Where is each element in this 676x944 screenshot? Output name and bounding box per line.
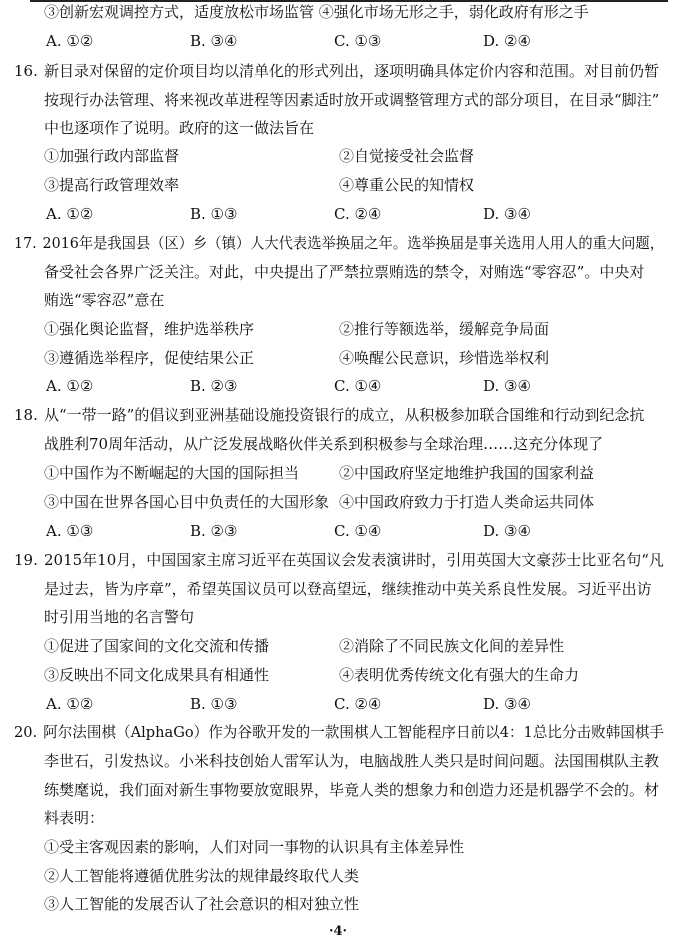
q17-answer-c: C. ①④: [334, 377, 382, 395]
q18-answer-b: B. ②③: [190, 522, 238, 540]
q16-choice-4: ④尊重公民的知情权: [339, 176, 475, 194]
q15-answer-d: D. ②④: [483, 32, 531, 50]
q15-answer-a: A. ①②: [46, 32, 94, 50]
q19-stem-line-3: 时引用当地的名言警句: [44, 608, 195, 626]
q16-stem-line-1: 16. 新目录对保留的定价项目均以清单化的形式列出，逐项明确具体定价内容和范围。对目前仍暂: [14, 62, 660, 80]
q20-item-2: ②人工智能将遵循优胜劣汰的规律最终取代人类: [44, 867, 360, 885]
q18-choice-4: ④中国政府致力于打造人类命运共同体: [339, 493, 595, 511]
q19-choice-1: ①促进了国家间的文化交流和传播: [44, 637, 270, 655]
q18-choice-3: ③中国在世界各国心目中负责任的大国形象: [44, 493, 330, 511]
q17-stem-line-2: 备受社会各界广泛关注。对此，中央提出了严禁拉票贿选的禁令，对贿选“零容忍”。中央对: [44, 263, 645, 281]
q19-answer-c: C. ②④: [334, 695, 382, 713]
q16-answer-c: C. ②④: [334, 205, 382, 223]
q17-choice-3: ③遵循选举程序，促使结果公正: [44, 349, 255, 367]
q16-answer-a: A. ①②: [46, 205, 94, 223]
q17-choice-1: ①强化舆论监督，维护选举秩序: [44, 320, 255, 338]
q16-answer-d: D. ③④: [483, 205, 531, 223]
q18-answer-d: D. ③④: [483, 522, 531, 540]
q19-stem-line-1: 19. 2015年10月，中国国家主席习近平在英国议会发表演讲时，引用英国大文豪莎士比亚名句“凡: [14, 551, 664, 569]
q20-item-1: ①受主客观因素的影响，人们对同一事物的认识具有主体差异性: [44, 838, 465, 856]
q17-answer-d: D. ③④: [483, 377, 531, 395]
q20-number: 20.: [14, 723, 38, 741]
page-number: ·4·: [328, 924, 348, 939]
q18-number: 18.: [14, 406, 38, 424]
q16-choice-3: ③提高行政管理效率: [44, 176, 180, 194]
q15-answer-b: B. ③④: [190, 32, 238, 50]
q17-answer-a: A. ①②: [46, 377, 94, 395]
q19-choice-3: ③反映出不同文化成果具有相通性: [44, 666, 270, 684]
q19-choice-4: ④表明优秀传统文化有强大的生命力: [339, 666, 580, 684]
q18-stem-line-1: 18. 从“一带一路”的倡议到亚洲基础设施投资银行的成立，从积极参加联合国维和行动到纪念抗: [14, 406, 645, 424]
q16-choice-1: ①加强行政内部监督: [44, 147, 180, 165]
q18-choice-1: ①中国作为不断崛起的大国的国际担当: [44, 464, 300, 482]
q16-choice-2: ②自觉接受社会监督: [339, 147, 475, 165]
q15-option-line: ③创新宏观调控方式，适度放松市场监管 ④强化市场无形之手，弱化政府有形之手: [44, 3, 589, 21]
q20-stem-line-4: 料表明：: [44, 809, 105, 827]
q19-choice-2: ②消除了不同民族文化间的差异性: [339, 637, 565, 655]
q19-answer-d: D. ③④: [483, 695, 531, 713]
q19-answer-a: A. ①②: [46, 695, 94, 713]
q20-stem-line-1: 20. 阿尔法围棋（AlphaGo）作为谷歌开发的一款围棋人工智能程序日前以4：1总比分击败韩国棋手: [14, 723, 665, 741]
q17-stem-line-1: 17. 2016年是我国县（区）乡（镇）人大代表选举换届之年。选举换届是事关选用人用人的重大问题，: [14, 234, 664, 252]
q18-answer-c: C. ①④: [334, 522, 382, 540]
q20-stem-line-3: 练樊麾说，我们面对新生事物要放宽眼界，毕竟人类的想象力和创造力还是机器学不会的。材: [44, 781, 660, 799]
q19-number: 19.: [14, 551, 38, 569]
q18-choice-2: ②中国政府坚定地维护我国的国家利益: [339, 464, 595, 482]
q17-answer-b: B. ②③: [190, 377, 238, 395]
q17-choice-2: ②推行等额选举，缓解竞争局面: [339, 320, 550, 338]
q16-answer-b: B. ①③: [190, 205, 238, 223]
q16-stem-line-3: 中也逐项作了说明。政府的这一做法旨在: [44, 119, 315, 137]
q16-stem-line-2: 按现行办法管理、将来视改革进程等因素适时放开或调整管理方式的部分项目，在目录“脚注”: [44, 91, 660, 109]
q15-answer-c: C. ①③: [334, 32, 382, 50]
q18-stem-line-2: 战胜利70周年活动，从广泛发展战略伙伴关系到积极参与全球治理……这充分体现了: [44, 435, 604, 453]
q17-stem-line-3: 贿选“零容忍”意在: [44, 291, 165, 309]
q16-number: 16.: [14, 62, 38, 80]
q17-choice-4: ④唤醒公民意识，珍惜选举权利: [339, 349, 550, 367]
q18-answer-a: A. ①③: [46, 522, 94, 540]
q19-answer-b: B. ①③: [190, 695, 238, 713]
q20-stem-line-2: 李世石，引发热议。小米科技创始人雷军认为，电脑战胜人类只是时间问题。法国围棋队主教: [44, 752, 660, 770]
q17-number: 17.: [14, 234, 37, 252]
q19-stem-line-2: 是过去，皆为序章”，希望英国议员可以登高望远，继续推动中英关系良性发展。习近平出访: [44, 580, 652, 598]
q20-item-3: ③人工智能的发展否认了社会意识的相对独立性: [44, 895, 360, 913]
